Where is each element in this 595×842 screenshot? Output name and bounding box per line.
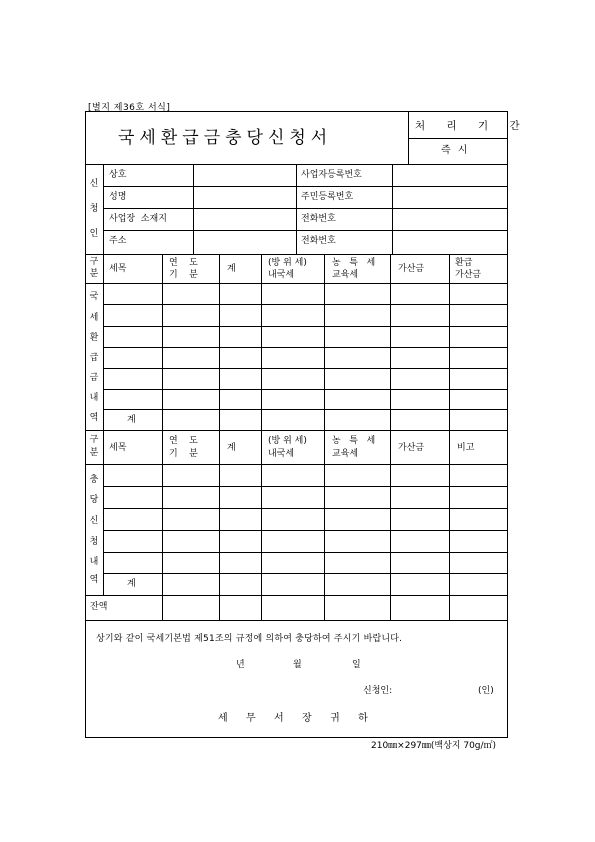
refund-section-char-4: 급 [89, 353, 99, 363]
offset-header-defense-top: (방 위 세) [268, 436, 307, 446]
offset-section-char-2: 당 [89, 495, 99, 505]
field-label-phone-1: 전화번호 [301, 214, 336, 224]
input-business-reg-no[interactable] [393, 165, 508, 186]
offset-header-remark: 비고 [457, 443, 475, 453]
input-name[interactable] [194, 187, 296, 208]
offset-section-char-4: 청 [89, 537, 99, 547]
field-label-trade-name: 상호 [109, 170, 127, 180]
addressee: 세 무 서 장 귀 하 [218, 713, 372, 724]
date-day: 일 [352, 660, 361, 670]
refund-header-year-top: 연 도 [169, 258, 198, 268]
balance-label: 잔액 [90, 602, 108, 612]
offset-gubun-1: 구 [89, 435, 99, 445]
refund-header-refund-top: 환급 [455, 258, 473, 268]
field-label-phone-2: 전화번호 [301, 236, 336, 246]
offset-header-surcharge: 가산금 [398, 443, 425, 453]
refund-section-char-1: 국 [89, 292, 99, 302]
refund-gubun-1: 구 [89, 257, 99, 267]
refund-gubun-2: 분 [89, 269, 99, 279]
refund-header-tax-item: 세목 [109, 264, 127, 274]
input-business-address[interactable] [194, 209, 296, 230]
refund-header-rural-top: 농 특 세 [332, 258, 376, 268]
applicant-sign-label: 신청인: [363, 686, 393, 696]
processing-period-label: 처 리 기 간 [415, 120, 529, 132]
offset-header-rural-top: 농 특 세 [332, 436, 376, 446]
input-address[interactable] [194, 231, 296, 254]
refund-section-char-5: 금 [89, 373, 99, 383]
offset-header-total: 계 [227, 443, 236, 453]
offset-header-defense-bottom: 내국세 [268, 449, 295, 459]
declaration-text: 상기와 같이 국세기본법 제51조의 규정에 의하여 충당하여 주시기 바랍니다. [96, 634, 403, 644]
field-label-name: 성명 [109, 192, 127, 202]
applicant-sign-input[interactable] [398, 683, 473, 699]
refund-header-rural-bottom: 교육세 [332, 270, 359, 280]
paper-spec: 210㎜×297㎜(백상지 70g/㎡) [371, 741, 497, 751]
field-label-business-address: 사업장 소재지 [109, 214, 167, 224]
offset-gubun-2: 분 [89, 448, 99, 458]
refund-header-total: 계 [227, 264, 236, 274]
applicant-section-label-2: 청 [89, 204, 99, 214]
input-phone-2[interactable] [393, 231, 508, 254]
refund-section-char-6: 내 [89, 393, 99, 403]
offset-section-char-6: 역 [89, 575, 99, 585]
refund-header-defense-top: (방 위 세) [268, 258, 307, 268]
offset-header-year-bottom: 기 분 [169, 449, 198, 459]
field-label-business-reg-no: 사업자등록번호 [301, 170, 362, 180]
offset-section-char-1: 충 [89, 475, 99, 485]
form-label: [별지 제36호 서식] [88, 103, 171, 113]
offset-section-char-5: 내 [89, 557, 99, 567]
input-trade-name[interactable] [194, 165, 296, 186]
refund-header-refund-bottom: 가산금 [455, 270, 482, 280]
input-resident-reg-no[interactable] [393, 187, 508, 208]
offset-header-tax-item: 세목 [109, 443, 127, 453]
applicant-section-label-3: 인 [89, 229, 99, 239]
refund-section-char-7: 역 [89, 413, 99, 423]
offset-total-label: 계 [127, 579, 136, 589]
refund-total-label: 계 [127, 415, 136, 425]
applicant-section-label-1: 신 [89, 179, 99, 189]
refund-header-surcharge: 가산금 [398, 264, 425, 274]
form-title: 국세환급금충당신청서 [118, 128, 333, 148]
input-phone-1[interactable] [393, 209, 508, 230]
refund-header-defense-bottom: 내국세 [268, 270, 295, 280]
offset-section-char-3: 신 [89, 516, 99, 526]
refund-section-char-3: 환 [89, 333, 99, 343]
offset-header-rural-bottom: 교육세 [332, 449, 359, 459]
processing-period-value: 즉 시 [441, 145, 470, 156]
refund-section-char-2: 세 [89, 313, 99, 323]
refund-header-year-bottom: 기 분 [169, 270, 198, 280]
date-year: 년 [236, 660, 245, 670]
field-label-resident-reg-no: 주민등록번호 [301, 192, 354, 202]
date-month: 월 [293, 660, 302, 670]
applicant-seal: (인) [478, 686, 494, 696]
field-label-address: 주소 [109, 236, 127, 246]
offset-header-year-top: 연 도 [169, 436, 198, 446]
